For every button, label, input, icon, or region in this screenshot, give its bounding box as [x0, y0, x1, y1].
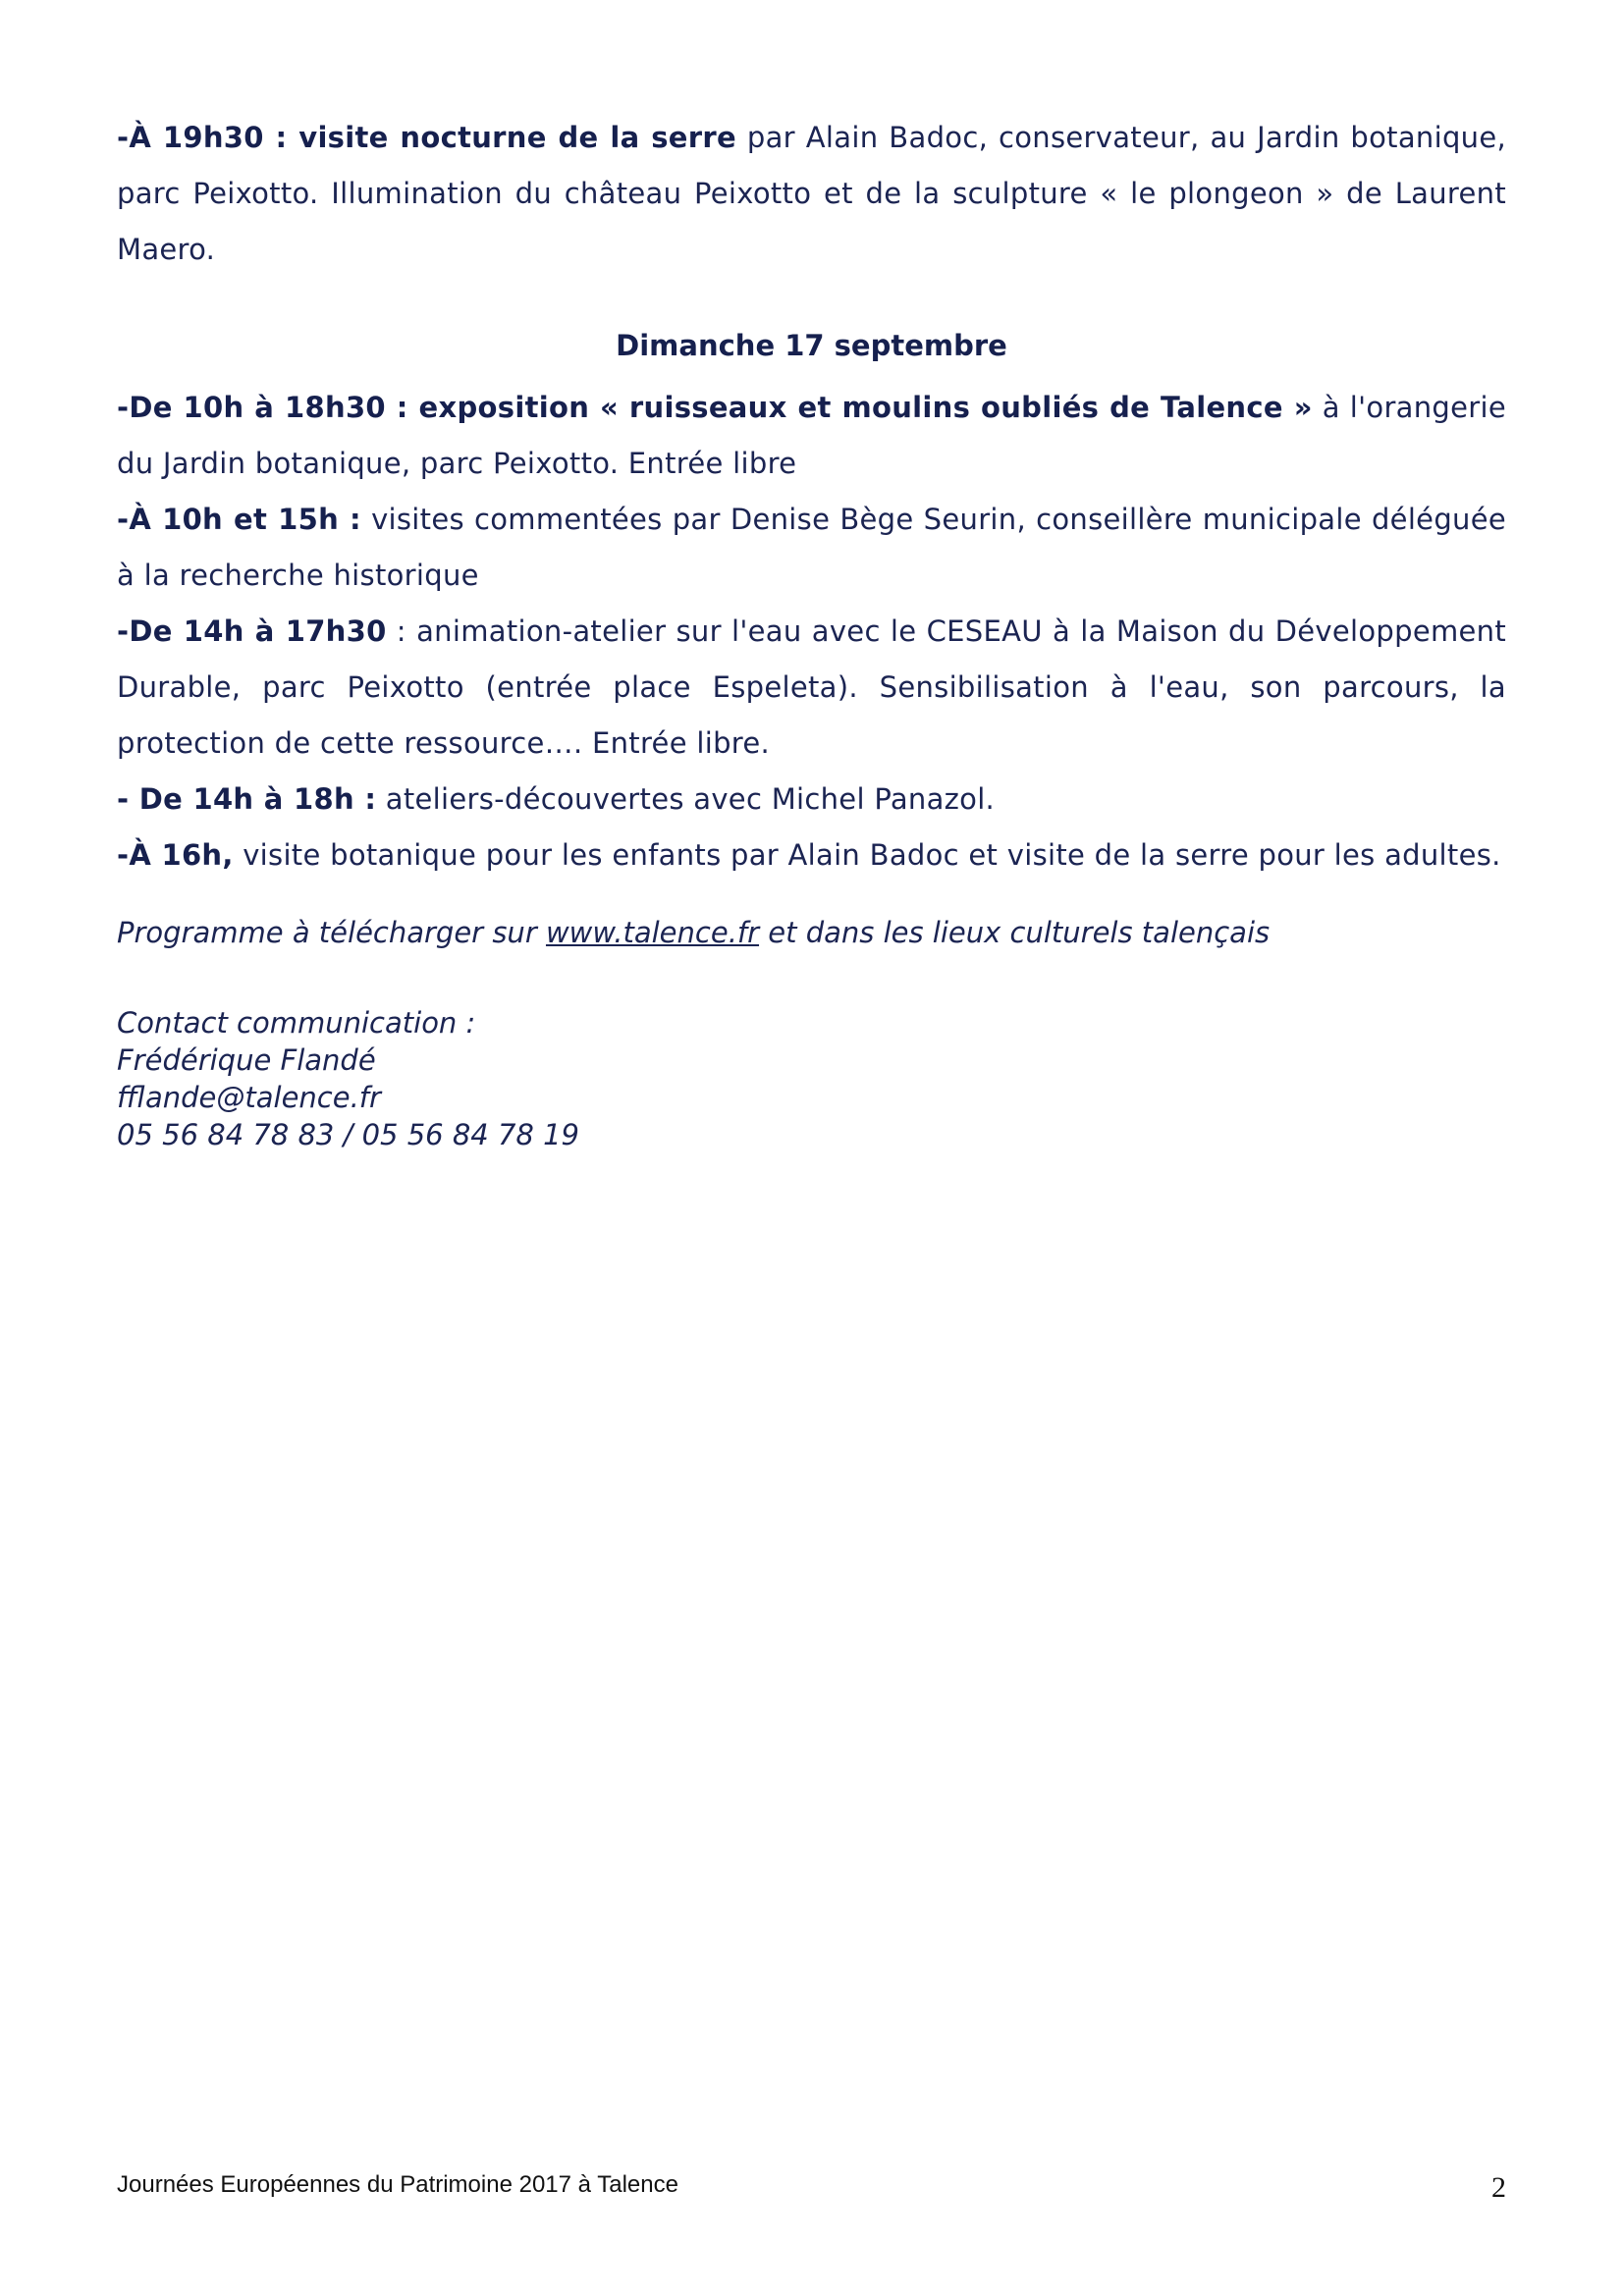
programme-prefix: Programme à télécharger sur — [117, 916, 546, 949]
schedule-item — [117, 828, 1506, 883]
contact-block — [117, 1004, 1506, 1153]
schedule-item-text: à l'orangerie du Jardin botanique, parc Peixotto. Entrée libre — [117, 391, 1506, 480]
schedule-item — [117, 604, 1506, 772]
programme-note — [117, 905, 1506, 961]
schedule-item-time: -À 10h et 15h : — [117, 503, 361, 536]
page-content — [117, 110, 1506, 1153]
contact-label: Contact communication : — [117, 1006, 476, 1040]
contact-phones: 05 56 84 78 83 / 05 56 84 78 19 — [117, 1118, 579, 1151]
contact-email[interactable]: fflande@talence.fr — [117, 1081, 381, 1114]
schedule-item — [117, 492, 1506, 604]
schedule-item-text: visite botanique pour les enfants par Alain Badoc et visite de la serre pour les adultes. — [233, 838, 1501, 872]
intro-lead: -À 19h30 : visite nocturne de la serre — [117, 121, 736, 154]
intro-paragraph — [117, 110, 1506, 278]
page-number: 2 — [1491, 2171, 1506, 2204]
schedule-item — [117, 772, 1506, 828]
footer-title: Journées Européennes du Patrimoine 2017 à Talence — [117, 2171, 678, 2198]
schedule-item-text: ateliers-découvertes avec Michel Panazol. — [376, 782, 996, 816]
schedule-item-time: - De 14h à 18h : — [117, 782, 377, 816]
programme-suffix: et dans les lieux culturels talençais — [759, 916, 1271, 949]
schedule-item-text: visites commentées par Denise Bège Seurin, conseillère municipale déléguée à la recherche historique — [117, 503, 1506, 592]
schedule-item — [117, 380, 1506, 492]
schedule-item-time: -De 10h à 18h30 : exposition « ruisseaux et moulins oubliés de Talence » — [117, 391, 1313, 424]
section-heading: Dimanche 17 septembre — [616, 329, 1007, 362]
intro-text: par Alain Badoc, conservateur, au Jardin botanique, parc Peixotto. Illumination du château Peixotto et de la sculpture « le plongeon » de Laurent Maero. — [117, 121, 1506, 266]
schedule-item-time: -À 16h, — [117, 838, 234, 872]
schedule-item-text: : animation-atelier sur l'eau avec le CESEAU à la Maison du Développement Durable, parc Peixotto (entrée place Espeleta). Sensibilisation à l'eau, son parcours, la protection de cette ressource…. Entrée libre. — [117, 614, 1507, 760]
programme-link[interactable]: www.talence.fr — [545, 916, 760, 949]
schedule-item-time: -De 14h à 17h30 — [117, 614, 387, 648]
contact-name: Frédérique Flandé — [117, 1043, 376, 1077]
